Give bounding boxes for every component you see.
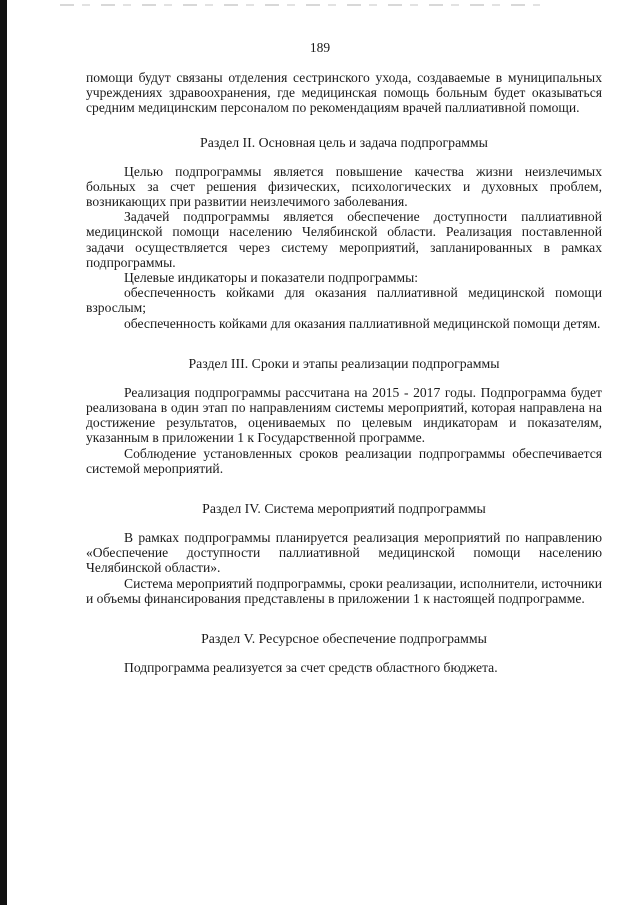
page-number: 189 bbox=[309, 40, 331, 55]
section-2-paragraph: Целью подпрограммы является повышение качества жизни неизлечимых больных за счет решения физических, психологических и духовных проблем, возникающих при развитии неизлечимого заболевания. bbox=[86, 163, 602, 210]
document-body bbox=[86, 70, 602, 675]
intro-paragraph: помощи будут связаны отделения сестринского ухода, создаваемые в муниципальных учреждениях здравоохранения, где медицинская помощь больным будет оказываться средним медицинским персоналом по рекомендациям врачей паллиативной помощи. bbox=[86, 70, 602, 116]
section-3-paragraph: Соблюдение установленных сроков реализации подпрограммы обеспечивается системой мероприятий. bbox=[86, 445, 602, 476]
section-2-list-item: обеспеченность койками для оказания паллиативной медицинской помощи взрослым; bbox=[86, 285, 602, 316]
section-2-list-item: обеспеченность койками для оказания паллиативной медицинской помощи детям. bbox=[124, 315, 601, 331]
section-4-paragraph: Система мероприятий подпрограммы, сроки реализации, исполнители, источники и объемы финансирования представлены в приложении 1 к настоящей подпрограмме. bbox=[86, 575, 602, 606]
section-4-paragraph: В рамках подпрограммы планируется реализация мероприятий по направлению «Обеспечение доступности паллиативной медицинской помощи населению Челябинской области». bbox=[86, 530, 602, 576]
section-5-paragraph: Подпрограмма реализуется за счет средств областного бюджета. bbox=[124, 660, 498, 676]
scan-artifact bbox=[60, 4, 540, 6]
section-2-paragraph: Задачей подпрограммы является обеспечение доступности паллиативной медицинской помощи населению Челябинской области. Реализация поставленной задачи осуществляется через систему мероприятий, запланированных в рамках подпрограммы. bbox=[86, 209, 602, 270]
section-5-heading: Раздел V. Ресурсное обеспечение подпрограммы bbox=[201, 631, 487, 647]
section-4-heading: Раздел IV. Система мероприятий подпрограммы bbox=[202, 501, 486, 517]
section-2-heading: Раздел II. Основная цель и задача подпрограммы bbox=[200, 134, 488, 150]
section-3-heading: Раздел III. Сроки и этапы реализации подпрограммы bbox=[188, 355, 500, 371]
section-3-paragraph: Реализация подпрограммы рассчитана на 2015 - 2017 годы. Подпрограмма будет реализована в один этап по направлениям системы мероприятий, которая направлена на достижение результатов, оцениваемых по целевым индикаторам и показателям, указанным в приложении 1 к Государственной программе. bbox=[86, 384, 602, 446]
scan-edge bbox=[0, 0, 7, 905]
section-2-paragraph: Целевые индикаторы и показатели подпрограммы: bbox=[124, 270, 419, 286]
